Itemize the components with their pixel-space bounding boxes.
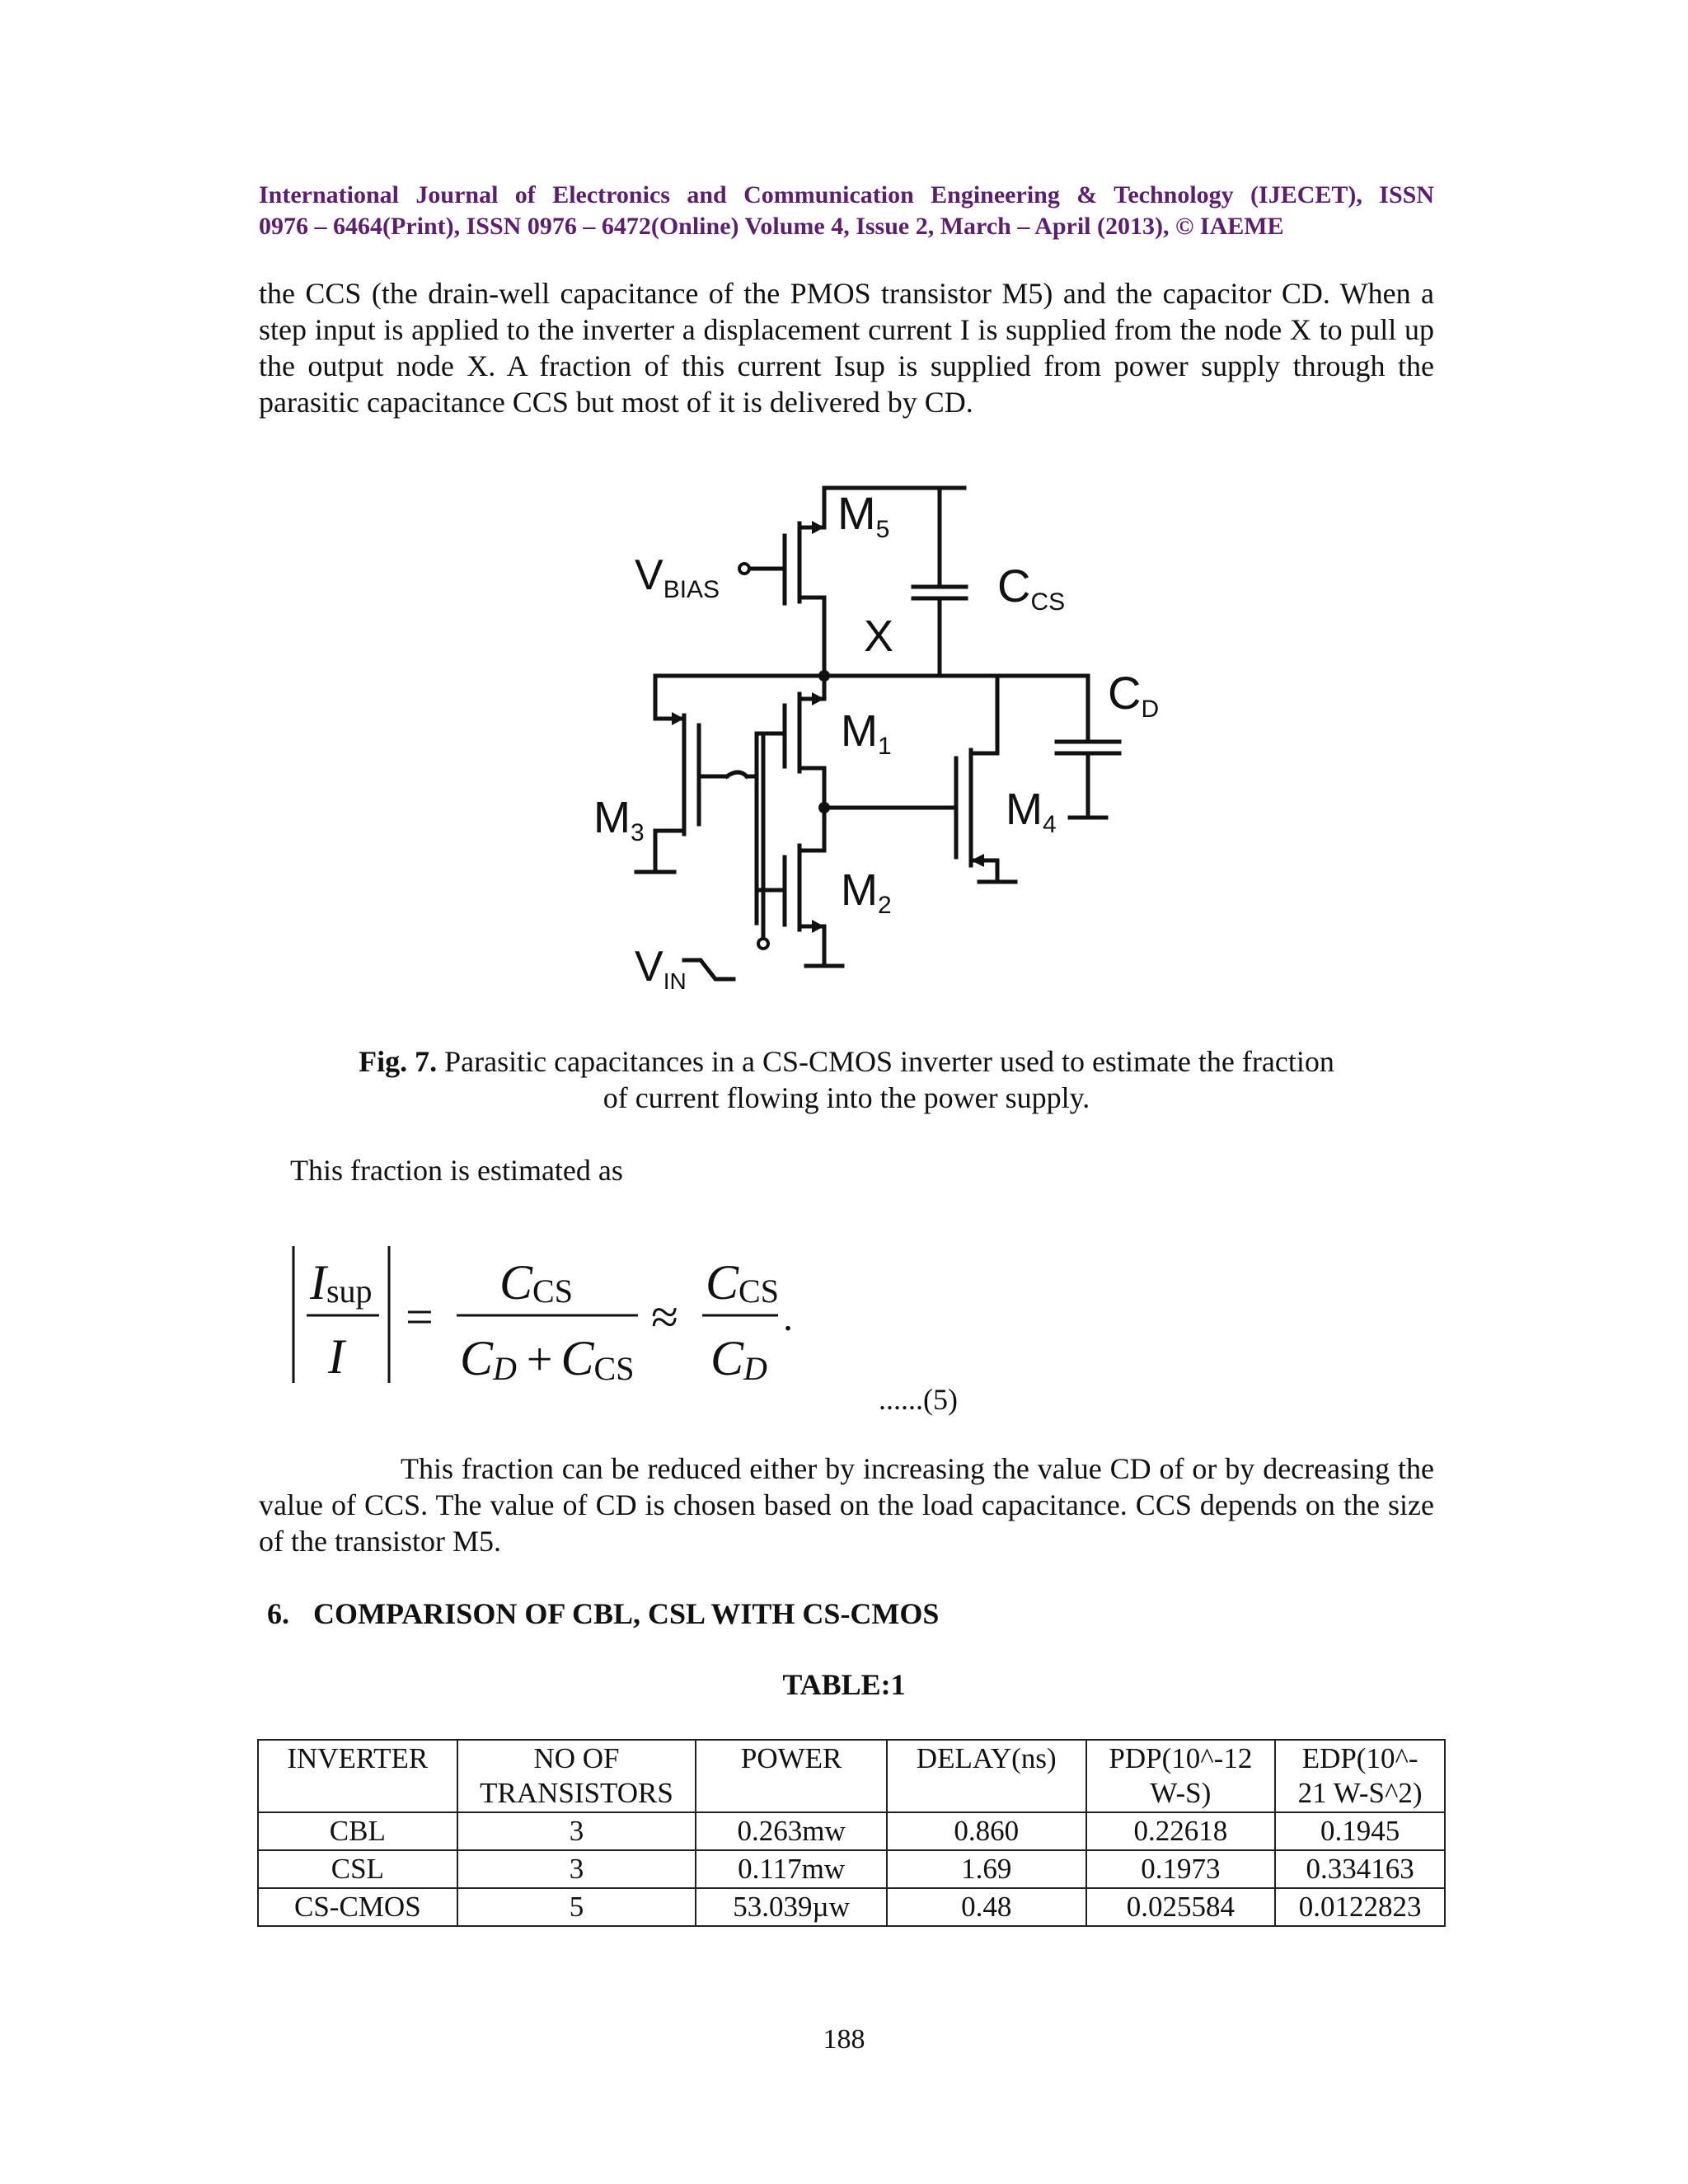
table-row — [258, 1812, 1445, 1850]
equation-number: ......(5) — [879, 1383, 958, 1416]
cell-power: 53.039µw — [696, 1888, 887, 1926]
label-vbias: VBIAS — [635, 551, 720, 603]
eq-approx: ≈ — [651, 1290, 678, 1344]
figure-caption-line-2: of current flowing into the power supply. — [603, 1081, 1090, 1114]
circuit-schematic — [577, 478, 1187, 1005]
cell-transistors: 3 — [457, 1850, 696, 1888]
section-heading — [267, 1596, 939, 1632]
header-pdp: PDP(10^-12 W-S) — [1086, 1740, 1276, 1812]
cell-pdp: 0.1973 — [1086, 1850, 1276, 1888]
label-m3: M3 — [593, 793, 645, 846]
cell-inverter: CSL — [258, 1850, 457, 1888]
equation-text — [309, 1255, 793, 1387]
cell-edp: 0.334163 — [1275, 1850, 1445, 1888]
figure-caption-line-1: Parasitic capacitances in a CS-CMOS inverter used to estimate the fraction — [444, 1045, 1334, 1078]
cell-inverter: CS-CMOS — [258, 1888, 457, 1926]
label-vin: VIN — [635, 943, 687, 994]
header-edp: EDP(10^- 21 W-S^2) — [1275, 1740, 1445, 1812]
section-number: 6. — [267, 1597, 289, 1630]
journal-header — [259, 180, 1434, 242]
cell-inverter: CBL — [258, 1812, 457, 1850]
label-ccs: CCS — [997, 560, 1066, 616]
table-title: TABLE:1 — [782, 1668, 906, 1701]
cell-transistors: 3 — [457, 1812, 696, 1850]
table-row — [258, 1888, 1445, 1926]
header-delay: DELAY(ns) — [887, 1740, 1086, 1812]
eq-cd-denominator: CD — [710, 1331, 767, 1387]
cell-power: 0.117mw — [696, 1850, 887, 1888]
label-m4: M4 — [1006, 785, 1057, 838]
equation-5 — [284, 1236, 844, 1401]
eq-i: I — [328, 1329, 345, 1384]
label-m5: M5 — [837, 487, 890, 543]
eq-denominator: CD + CCS — [460, 1331, 635, 1387]
eq-ccs-numerator: CCS — [499, 1255, 573, 1310]
table-header-row — [258, 1740, 1445, 1812]
cell-delay: 0.48 — [887, 1888, 1086, 1926]
journal-header-line-2: 0976 – 6464(Print), ISSN 0976 – 6472(Online) Volume 4, Issue 2, March – April (2013), © IAEME — [259, 213, 1284, 240]
header-transistors: NO OF TRANSISTORS — [457, 1740, 696, 1812]
figure-caption-label: Fig. 7. — [359, 1045, 438, 1078]
header-inverter: INVERTER — [258, 1740, 457, 1812]
label-m1: M1 — [841, 706, 892, 760]
eq-isup: Isup — [310, 1255, 373, 1310]
cell-delay: 0.860 — [887, 1812, 1086, 1850]
section-title: COMPARISON OF CBL, CSL WITH CS-CMOS — [313, 1597, 940, 1630]
label-m2: M2 — [841, 865, 892, 919]
equation-intro: This fraction is estimated as — [290, 1154, 623, 1187]
cell-edp: 0.1945 — [1275, 1812, 1445, 1850]
cell-edp: 0.0122823 — [1275, 1888, 1445, 1926]
cell-pdp: 0.025584 — [1086, 1888, 1276, 1926]
page-number: 188 — [823, 2024, 865, 2055]
body-paragraph-2: This fraction can be reduced either by increasing the value CD of or by decreasing the value of CCS. The value of CD is chosen based on the load capacitance. CCS depends on the size of the transistor M5. — [259, 1452, 1434, 1558]
cell-power: 0.263mw — [696, 1812, 887, 1850]
cell-delay: 1.69 — [887, 1850, 1086, 1888]
header-power: POWER — [696, 1740, 887, 1812]
label-cd: CD — [1108, 667, 1160, 723]
cell-transistors: 5 — [457, 1888, 696, 1926]
eq-period: . — [783, 1296, 793, 1339]
label-node-x: X — [864, 612, 894, 661]
eq-equals: = — [406, 1290, 434, 1344]
cell-pdp: 0.22618 — [1086, 1812, 1276, 1850]
eq-ccs-numerator-2: CCS — [706, 1255, 779, 1310]
table-row — [258, 1850, 1445, 1888]
journal-header-line-1: International Journal of Electronics and Communication Engineering & Technology (IJECET), ISSN — [259, 181, 1434, 209]
comparison-table — [257, 1739, 1446, 1927]
body-paragraph-1: the CCS (the drain-well capacitance of the PMOS transistor M5) and the capacitor CD. When a step input is applied to the inverter a displacement current I is supplied from the node X to pull up the output node X. A fraction of this current Isup is supplied from power supply through the parasitic capacitance CCS but most of it is delivered by CD. — [259, 277, 1434, 419]
figure-caption — [259, 1043, 1434, 1116]
